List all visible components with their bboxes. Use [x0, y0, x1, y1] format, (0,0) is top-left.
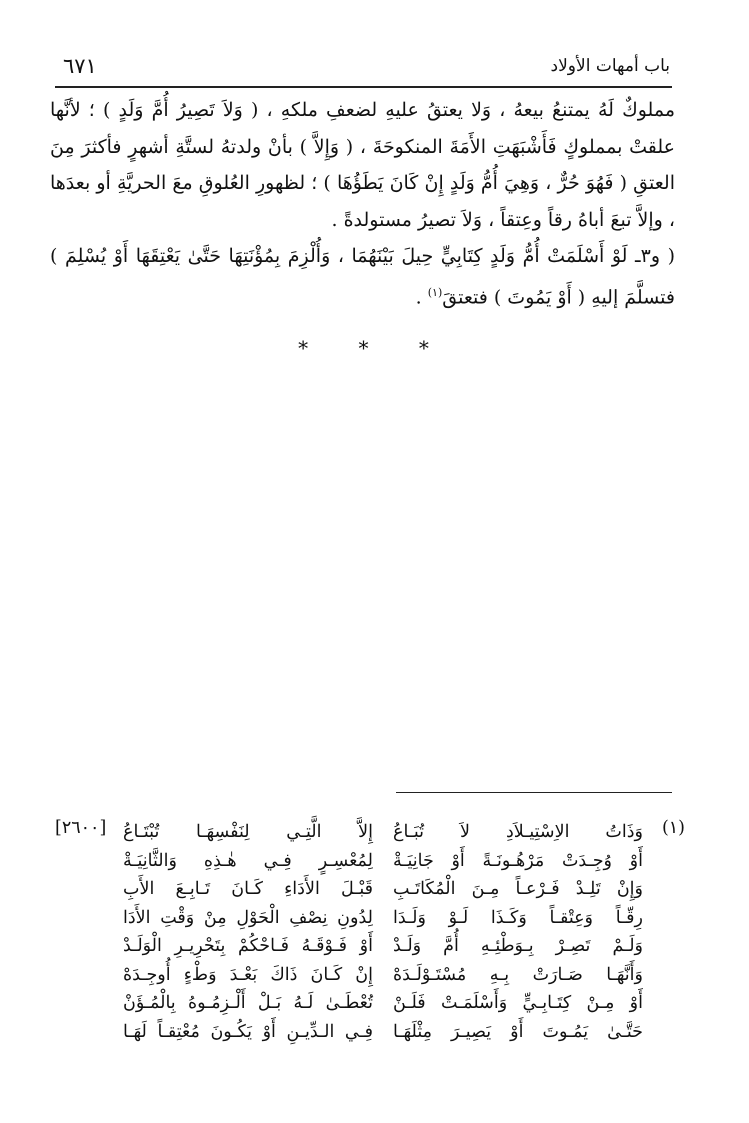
- page-header: [55, 52, 672, 88]
- verse-line: إِلاَّ الَّتِـي لِنَفْسِهَـا تُبْتَـاعُ: [123, 822, 373, 842]
- verse-column-right: [393, 818, 643, 1046]
- verse-line: لِمُعْسِـرٍ فِـي هٰـذِهِ وَالثَّانِيَـةْ: [123, 850, 373, 871]
- paragraph-1: مملوكٌ لَهُ يمتنعُ بيعهُ ، وَلا يعتقُ عليهِ لضعفِ ملكهِ ، ( وَلاَ تَصِيرُ أُمَّ وَلَدٍ ) ؛ لأنَّها علقتْ بمملوكٍ فَأَشْبَهَتِ الأَمَةَ المنكوحَةَ ، ( وَإِلاَّ ) بأنْ ولدتهُ لستَّةِ أشهرٍ فأكثرَ مِنَ العتقِ ( فَهُوَ حُرٌّ ، وَهِيَ أُمُّ وَلَدٍ إِنْ كَانَ يَطَؤُهَا ) ؛ لظهورِ العُلوقِ معَ الحريَّةِ أو بعدَها ، وإلاَّ تبعَ أباهُ رقاً وعِتقاً ، وَلاَ تصيرُ مستولدةً .: [50, 99, 675, 231]
- verse-line: وَذَاتُ الاِسْتِيـلاَدِ لاَ تُبَـاعُ: [393, 822, 643, 842]
- verse-line: وَإِنْ تَلِـدْ فَـرْعـاً مِـنَ الْمُكَاتَـبِ: [393, 879, 643, 899]
- verse-line: تُعْطَـىٰ لَـهُ بَـلْ أَلْـزِمُـوهُ بِالْمُـؤَنْ: [123, 993, 373, 1013]
- verse-line: فِـي الـدِّيـنِ أَوْ يَكُـونَ مُعْتِقـاً لَهَـا: [123, 1021, 373, 1042]
- paragraph-2-text: ( و٣ـ لَوْ أَسْلَمَتْ أُمُّ وَلَدٍ كِتَابِيٍّ حِيلَ بَيْنَهُمَا ، وَأُلْزِمَ بِمُؤْنَتِهَا حَتَّىٰ يَعْتِقَهَا أَوْ يُسْلِمَ ) فتسلَّمَ إليهِ ( أَوْ يَمُوتَ ) فتعتقَ: [50, 245, 675, 308]
- section-separator: * * *: [298, 336, 451, 360]
- verse-line: أَوْ مِـنْ كِتَـابِـيٍّ وَأَسْلَمَـتْ فَلَـنْ: [393, 993, 643, 1013]
- chapter-title: باب أمهات الأولاد: [550, 56, 670, 76]
- verse-line: وَلَـمْ تَصِـرْ بِـوَطْئِـهِ أُمَّ وَلَـدْ: [393, 936, 643, 956]
- verse-line: إِنْ كَـانَ ذَاكَ بَعْـدَ وَطْءٍ أُوجِـدَهْ: [123, 964, 373, 985]
- verse-line: أَوْ وُجِـدَتْ مَرْهُـونَـةً أَوْ جَانِيَـةْ: [393, 850, 643, 871]
- verse-line: رِقّـاً وَعِتْقـاً وَكَـذَا لَـوْ وَلَـدَا: [393, 907, 643, 928]
- verse-reference-number: [٢٦٠٠]: [55, 818, 107, 838]
- verse-line: لِدُونِ نِصْفِ الْحَوْلِ مِنْ وَقْتِ الأَدَا: [123, 907, 373, 928]
- verse-column-left: [123, 818, 373, 1046]
- main-text: [50, 92, 675, 315]
- footnotes: [55, 818, 685, 1058]
- footnote-marker: (١): [661, 818, 685, 838]
- footnote-rule: [396, 792, 672, 793]
- verse-line: أَوْ فَـوْقَـهُ فَـاحْكُمْ بِتَحْرِيـرِ الْوَلَـدْ: [123, 936, 373, 956]
- verse-line: قَبْـلَ الأَدَاءِ كَـانَ تَـابِـعَ الأَبِ: [123, 879, 373, 899]
- footnote-reference[interactable]: (١): [427, 285, 443, 299]
- verse-line: وَأَنَّهَـا صَـارَتْ بِـهِ مُسْتَـوْلَـدَهْ: [393, 964, 643, 985]
- paragraph-2-end: .: [415, 285, 428, 308]
- paragraph-2: [50, 238, 675, 315]
- page-number: ٦٧١: [63, 54, 97, 78]
- verse-line: حَتَّـىٰ يَمُـوتَ أَوْ يَصِيـرَ مِثْلَهَـا: [393, 1021, 643, 1042]
